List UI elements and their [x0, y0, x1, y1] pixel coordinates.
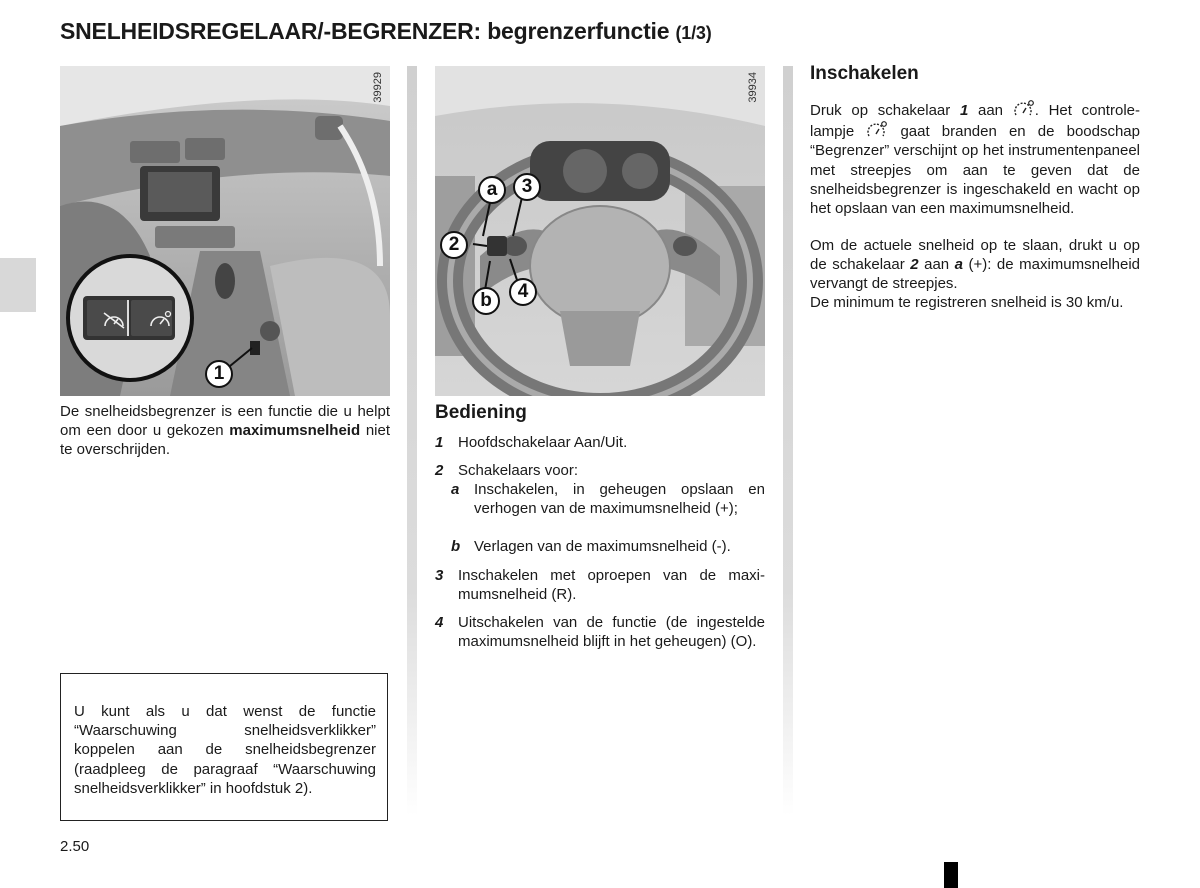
item-key: 2 [435, 462, 444, 479]
p1-text: gaat branden en de boodschap “Begrenzer” verschijnt op het instrumentenpaneel met streepjes om aan te geven dat de snelheidsbegrenzer is ingeschakeld en wacht op het opslaan van een maximumsnelheid. [810, 123, 1140, 218]
p2-text: aan [918, 256, 955, 274]
p1-switch-key: 1 [959, 102, 969, 119]
item-key: 1 [435, 434, 444, 451]
speed-limiter-warning-light-icon [866, 120, 888, 140]
item-key: 3 [435, 567, 444, 584]
intro-paragraph [60, 402, 390, 460]
speed-limiter-icon [148, 310, 172, 330]
sub-list-item [451, 537, 765, 556]
steering-wheel-photo [435, 66, 765, 396]
image-number: 39934 [747, 72, 759, 103]
p2-switch-key: 2 [910, 256, 919, 274]
inschakelen-heading: Inschakelen [810, 63, 919, 84]
speed-limiter-icon [1013, 99, 1035, 119]
bediening-heading: Bediening [435, 402, 527, 423]
inschakelen-paragraph-3: De minimum te registreren snelheid is 30 km/u. [810, 294, 1124, 311]
inschakelen-paragraph-1 [810, 99, 1140, 218]
title-part: (1/3) [675, 23, 712, 43]
p2-button-key: a [954, 256, 963, 274]
list-item [435, 613, 765, 651]
steering-wheel-illustration [435, 66, 765, 396]
sub-list-item [451, 480, 765, 518]
p1-text: aan [968, 102, 1013, 119]
dashboard-photo [60, 66, 390, 396]
item-text: Inschakelen met oproepen van de maximumsnelheid (R). [458, 567, 765, 604]
intro-text: De snelheidsbegrenzer is een functie die u helpt om een door u gekozen [60, 403, 390, 440]
speed-limiter-off-icon [102, 310, 126, 330]
image-number: 39929 [372, 72, 384, 103]
item-text: Uitschakelen van de functie (de ingestelde maximumsnelheid blijft in het geheugen) (O). [458, 614, 765, 651]
column-divider [407, 66, 417, 816]
list-item [435, 566, 765, 604]
note-text: U kunt als u dat wenst de functie “Waarschuwing snelheidsverklikker” koppelen aan de snelheidsbegrenzer (raadpleeg de paragraaf “Waarschuwing snelheidsverklikker” in hoofdstuk 2). [74, 703, 376, 797]
intro-text-end: niet te overschrijden. [60, 422, 391, 459]
p1-text: . Het controlelampje [810, 102, 1140, 141]
chapter-tab [0, 258, 36, 312]
title-main: SNELHEIDSREGELAAR/-BEGRENZER: begrenzerfunctie [60, 18, 670, 44]
item-key: b [451, 538, 461, 555]
item-key: a [451, 481, 460, 498]
page-title [60, 18, 712, 45]
p2-text: Om de actuele snelheid op te slaan, drukt u op de schakelaar [810, 237, 1140, 274]
list-item [435, 461, 765, 480]
callout-a: a [478, 176, 506, 204]
page-number: 2.50 [60, 838, 90, 855]
callout-3: 3 [513, 173, 541, 201]
column-divider [783, 66, 793, 816]
intro-bold-term: maximumsnelheid [229, 422, 361, 440]
item-text: Hoofdschakelaar Aan/Uit. [458, 434, 628, 451]
callout-b: b [472, 287, 500, 315]
item-text: Verlagen van de maximumsnelheid (-). [474, 538, 731, 555]
callout-4: 4 [509, 278, 537, 306]
note-box [60, 673, 388, 821]
callout-1: 1 [205, 360, 233, 388]
page-edge-marker [944, 862, 958, 888]
inschakelen-paragraph-2 [810, 236, 1140, 294]
item-key: 4 [435, 614, 444, 631]
item-text: Schakelaars voor: [458, 462, 579, 479]
dashboard-illustration [60, 66, 390, 396]
p2-text: (+): de maximumsnelheid vervangt de streepjes. [810, 256, 1140, 293]
p1-text: Druk op schakelaar [810, 102, 960, 119]
list-item [435, 433, 765, 452]
item-text: Inschakelen, in geheugen opslaan en verhogen van de maximumsnelheid (+); [474, 481, 765, 518]
callout-2: 2 [440, 231, 468, 259]
